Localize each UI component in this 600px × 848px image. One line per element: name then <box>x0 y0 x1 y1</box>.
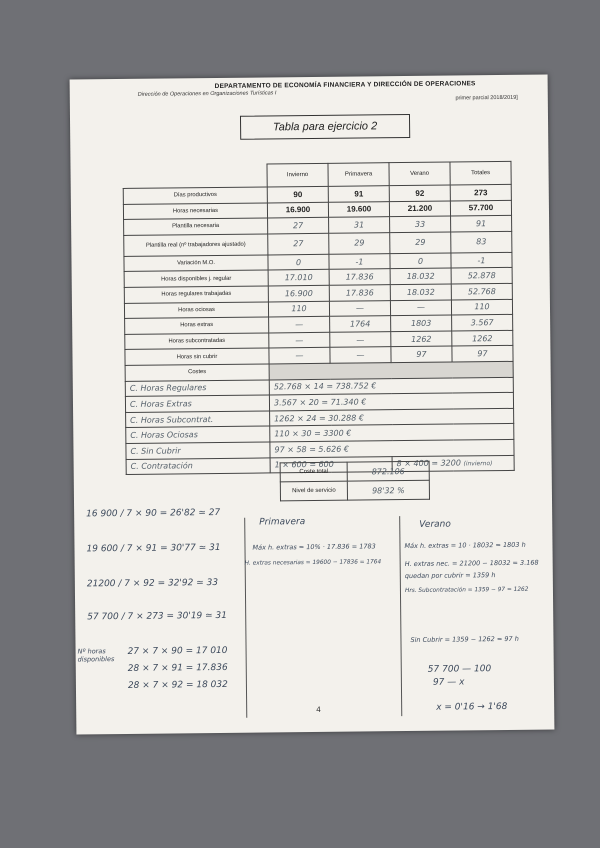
cell: 1803 <box>391 315 452 331</box>
handwritten-note: H. extras necesarias = 19600 − 17836 = 1764 <box>244 559 382 567</box>
cell: 91 <box>451 216 512 232</box>
cost-label: C. Horas Extras <box>125 395 269 412</box>
cell: 57.700 <box>450 200 511 216</box>
cost-label: C. Contratación <box>126 457 270 474</box>
summary-row <box>280 461 429 482</box>
row-label: Horas disponibles j. regular <box>124 270 268 287</box>
cell: 16.900 <box>268 285 329 301</box>
cell: 33 <box>390 216 451 232</box>
cell: 97 <box>452 346 513 362</box>
column-divider <box>399 516 402 716</box>
handwritten-note: 57 700 — 100 <box>427 664 492 675</box>
cost-calc: 97 × 58 = 5.626 € <box>270 439 514 457</box>
cell: -1 <box>329 253 390 269</box>
cell: 18.032 <box>390 284 451 300</box>
cell: 0 <box>268 254 329 270</box>
handwritten-note: Sin Cubrir = 1359 − 1262 = 97 h <box>410 634 519 644</box>
row-label: Horas extras <box>125 317 269 334</box>
page-title: Tabla para ejercicio 2 <box>240 114 410 140</box>
cell: 31 <box>329 217 390 233</box>
handwritten-note: quedan por cubrir = 1359 h <box>404 571 496 581</box>
cell: 273 <box>450 184 511 200</box>
cell: 92 <box>389 185 450 201</box>
department-header: DEPARTAMENTO DE ECONOMÍA FINANCIERA Y DIRECCIÓN DE OPERACIONES <box>214 80 476 91</box>
handwritten-note: H. extras nec. = 21200 − 18032 = 3.168 <box>404 558 539 569</box>
handwritten-note: 28 × 7 × 92 = 18 032 <box>127 679 228 691</box>
cell: 29 <box>390 232 451 254</box>
total-cost-value: 872.106 <box>347 461 429 481</box>
cell: -1 <box>451 252 512 268</box>
handwritten-note: 57 700 / 7 × 273 = 30'19 ≃ 31 <box>87 610 228 623</box>
row-label: Horas regulares trabajadas <box>124 286 268 303</box>
cell: 21.200 <box>389 201 450 217</box>
cost-calc: 1 × 600 = 600 <box>270 456 392 473</box>
handwritten-note: 16 900 / 7 × 90 = 26'82 ≃ 27 <box>86 507 221 520</box>
cell: 110 <box>451 299 512 315</box>
cell: 90 <box>267 186 328 202</box>
cell: 18.032 <box>390 268 451 284</box>
summary-table <box>280 461 430 502</box>
cost-label: C. Horas Subcontrat. <box>126 411 270 428</box>
row-label: Horas necesarias <box>123 203 267 220</box>
service-level-label: Nivel de servicio <box>280 481 347 501</box>
cell: 27 <box>268 218 329 234</box>
row-label: Plantilla necesaria <box>124 218 268 235</box>
cell: 17.010 <box>268 270 329 286</box>
handwritten-note: Máx h. extras = 10% · 17.836 = 1783 <box>252 542 376 552</box>
cell: 1262 <box>391 331 452 347</box>
cell: 17.836 <box>329 269 390 285</box>
row-label: Horas sin cubrir <box>125 348 269 365</box>
cost-calc-2-note: (invierno) <box>463 460 493 468</box>
column-header: Invierno <box>267 163 328 187</box>
cell: — <box>269 316 330 332</box>
column-header: Primavera <box>328 163 389 187</box>
row-label: Horas subcontratadas <box>125 333 269 350</box>
row-label: Plantilla real (nº trabajadores ajustado) <box>124 234 268 257</box>
cell: 110 <box>268 301 329 317</box>
cell: 83 <box>451 231 512 253</box>
cost-label: C. Horas Regulares <box>125 379 269 396</box>
cell: 27 <box>268 233 329 255</box>
cell: — <box>269 332 330 348</box>
data-table <box>122 161 514 475</box>
cell: 91 <box>328 186 389 202</box>
cell: 17.836 <box>329 285 390 301</box>
cost-calc: 110 × 30 = 3300 € <box>270 424 514 442</box>
cost-calc-2-value: 8 × 400 = 3200 <box>396 458 461 469</box>
cell: — <box>390 300 451 316</box>
cell: 1764 <box>330 316 391 332</box>
cell: 52.878 <box>451 268 512 284</box>
exam-page <box>70 75 555 735</box>
cost-calc: 52.768 × 14 = 738.752 € <box>269 377 513 395</box>
handwritten-note: 19 600 / 7 × 91 = 30'77 ≃ 31 <box>86 542 221 555</box>
cell: 52.768 <box>451 283 512 299</box>
row-label: Horas ociosas <box>124 302 268 319</box>
exam-label: primer parcial 2018/2019] <box>455 94 518 102</box>
row-label: Variación M.O. <box>124 255 268 272</box>
handwritten-heading: Primavera <box>259 517 306 528</box>
cell: — <box>329 300 390 316</box>
column-divider <box>244 518 247 718</box>
cell: 1262 <box>452 330 513 346</box>
cost-label: C. Horas Ociosas <box>126 426 270 443</box>
cell: — <box>330 347 391 363</box>
handwritten-heading: Verano <box>419 519 451 530</box>
cell: — <box>269 348 330 364</box>
total-cost-label: Coste total <box>280 462 347 482</box>
cell: 16.900 <box>267 202 328 218</box>
row-label: Días productivos <box>123 187 267 204</box>
cell: 29 <box>329 232 390 254</box>
service-level-value: 98'32 % <box>347 480 429 500</box>
cell: 0 <box>390 253 451 269</box>
cell: 3.567 <box>452 315 513 331</box>
cell: 97 <box>391 346 452 362</box>
costs-label: Costes <box>125 364 269 381</box>
course-name: Dirección de Operaciones en Organizaciones Turísticas I <box>137 90 277 98</box>
handwritten-note: 97 — x <box>432 677 465 688</box>
handwritten-note: Nº horas disponibles <box>77 647 115 664</box>
handwritten-note: 21200 / 7 × 92 = 32'92 ≃ 33 <box>86 577 219 590</box>
cost-calc: 1262 × 24 = 30.288 € <box>270 408 514 426</box>
page-number: 4 <box>316 704 321 714</box>
handwritten-note: Hrs. Subcontratación = 1359 − 97 = 1262 <box>404 586 529 595</box>
cell: — <box>330 331 391 347</box>
handwritten-note: x = 0'16 → 1'68 <box>436 701 508 713</box>
handwritten-note: 27 × 7 × 90 = 17 010 <box>127 645 228 657</box>
cell: 19.600 <box>328 201 389 217</box>
column-header: Verano <box>389 162 450 186</box>
handwritten-note: 28 × 7 × 91 = 17.836 <box>127 662 228 674</box>
cost-label: C. Sin Cubrir <box>126 442 270 459</box>
column-header: Totales <box>450 161 511 185</box>
summary-row <box>280 480 429 501</box>
handwritten-note: Máx h. extras = 10 · 18032 = 1803 h <box>404 540 526 551</box>
cost-calc: 3.567 × 20 = 71.340 € <box>269 393 513 411</box>
